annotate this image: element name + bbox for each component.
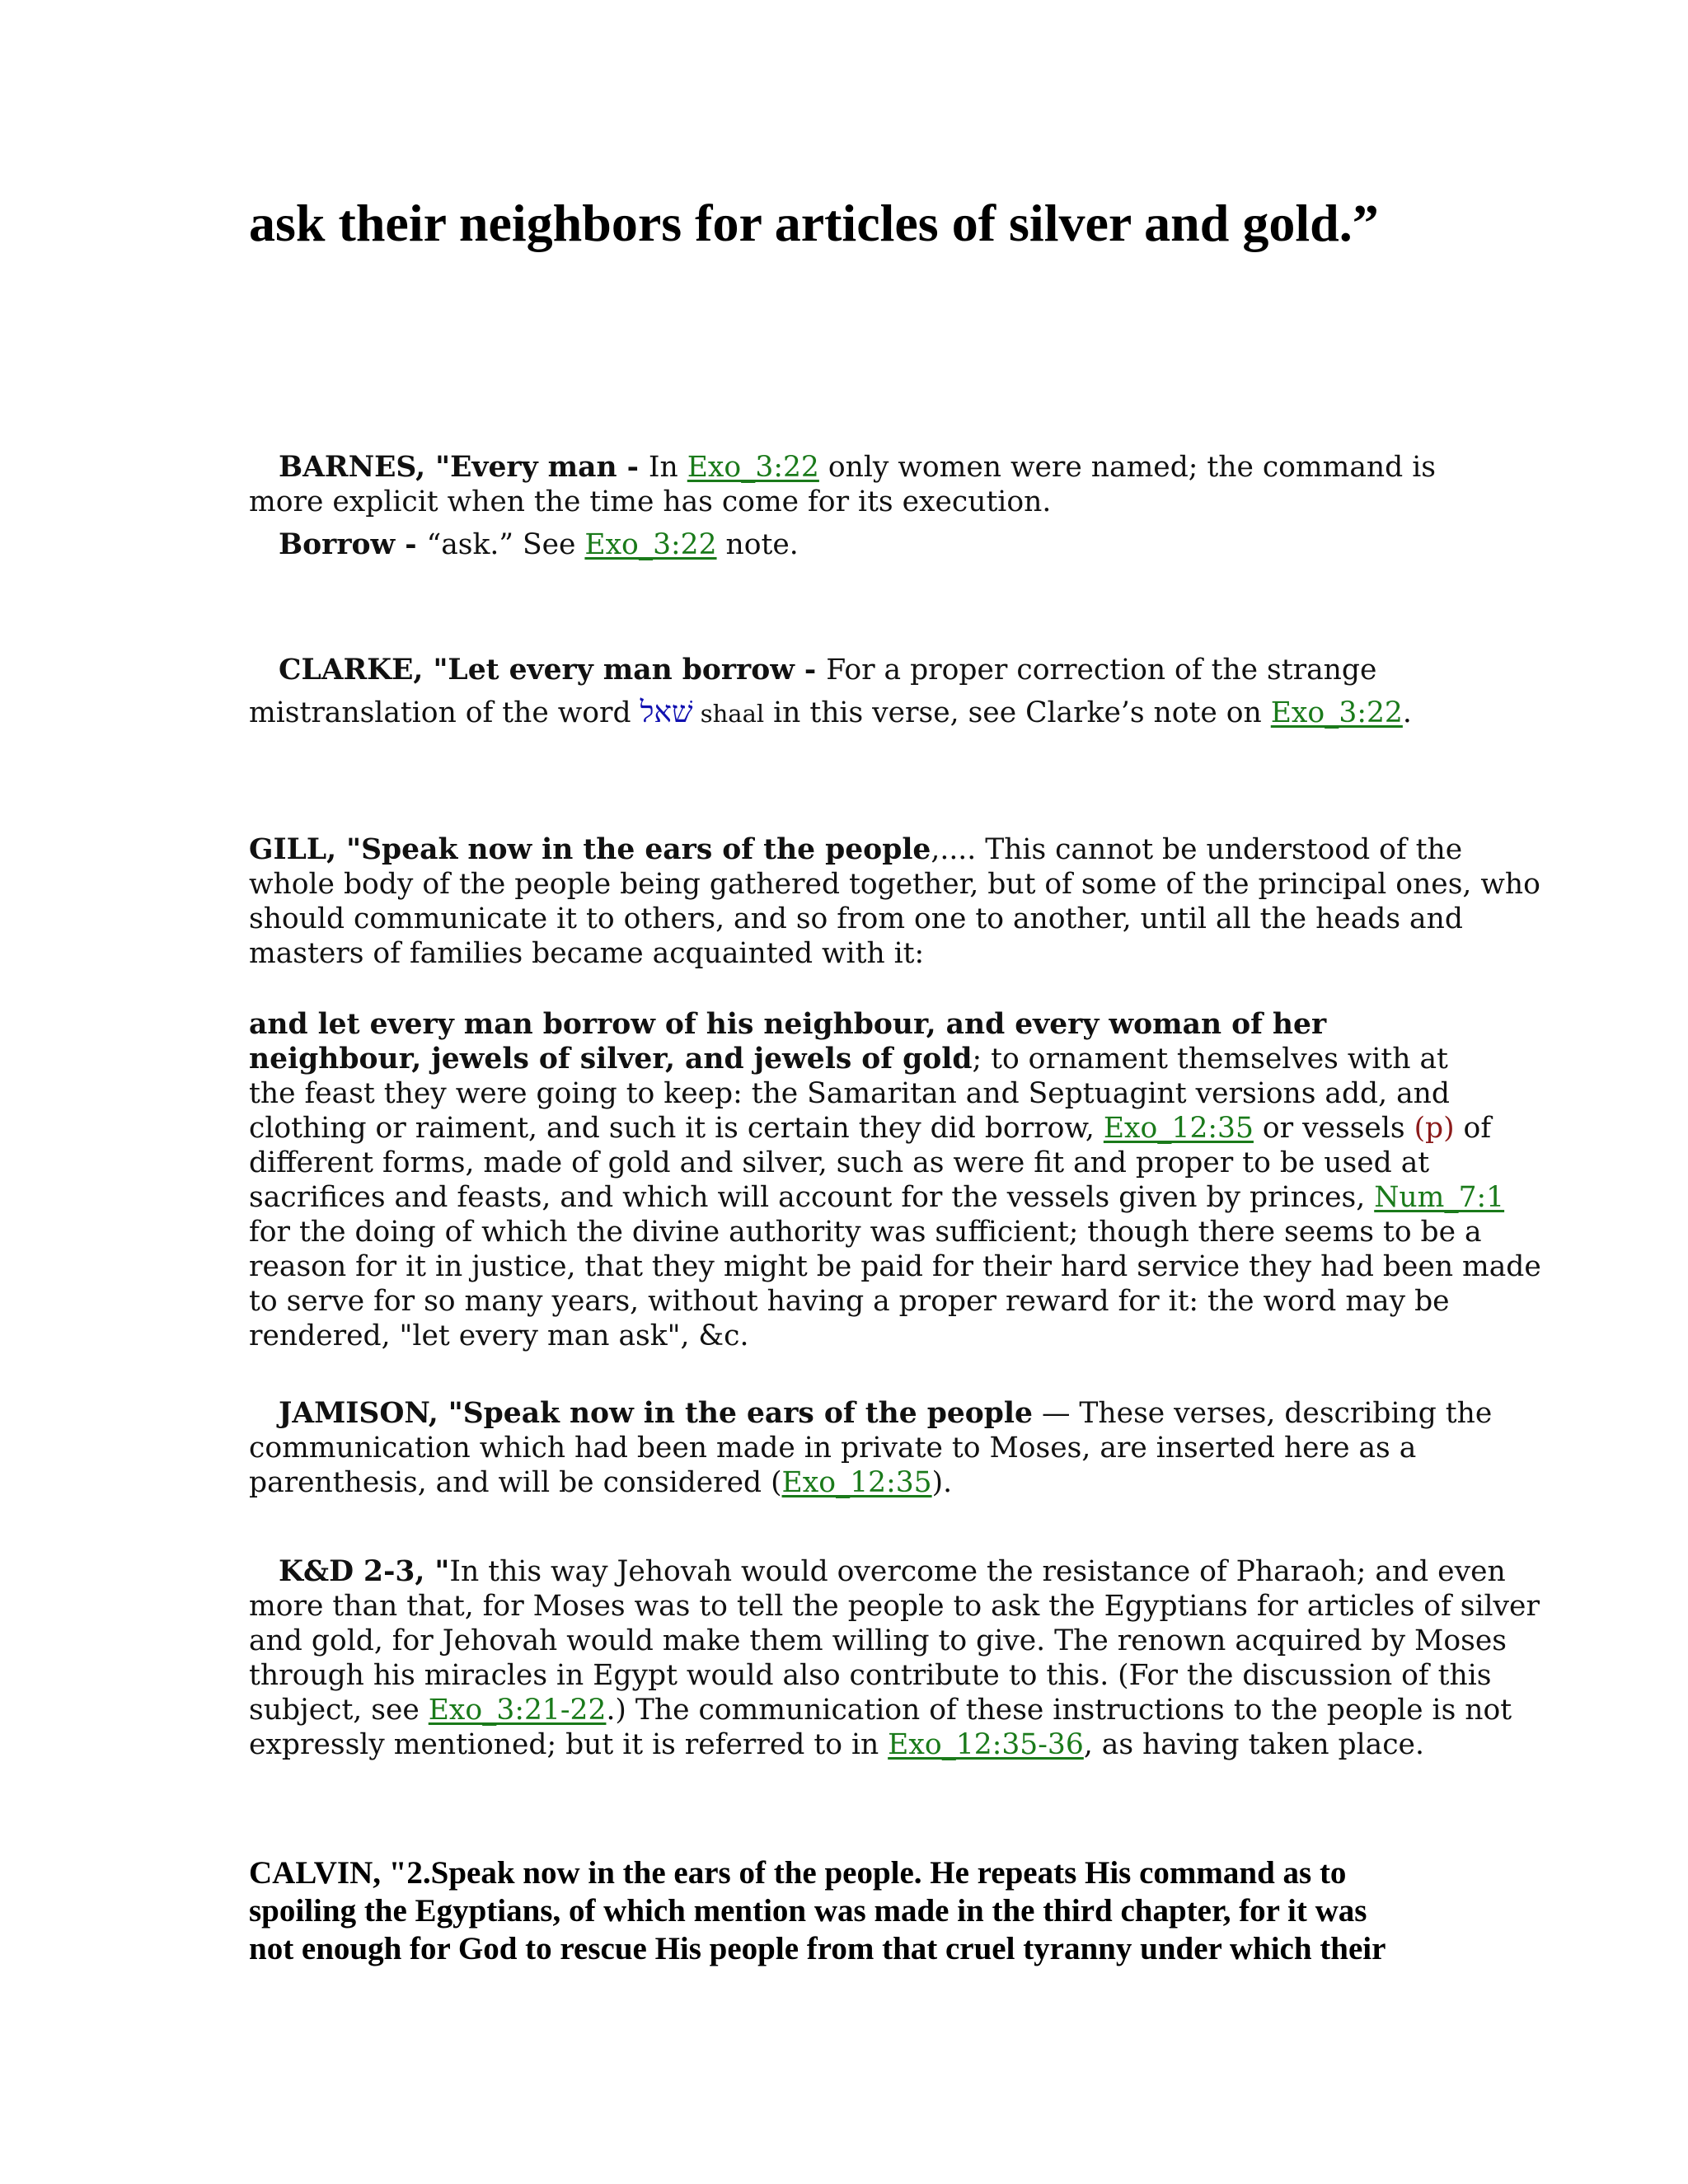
kd-line-2: more than that, for Moses was to tell the people to ask the Egyptians for articles of silver <box>249 1590 1540 1623</box>
gill-line-13: to serve for so many years, without having a proper reward for it: the word may be <box>249 1285 1450 1318</box>
calvin-line-1: CALVIN, "2.Speak now in the ears of the people. He repeats His command as to <box>249 1855 1347 1891</box>
gill-line-7: the feast they were going to keep: the Samaritan and Septuagint versions add, and <box>249 1077 1450 1110</box>
gill-line-8: clothing or raiment, and such it is certain they did borrow, Exo_12:35 or vessels (p) of <box>249 1112 1492 1145</box>
kd-line-1: K&D 2-3, "In this way Jehovah would overcome the resistance of Pharaoh; and even <box>279 1555 1506 1588</box>
gill-commentary-cont <box>249 1007 1541 1353</box>
gill-line-11: for the doing of which the divine authority was sufficient; though there seems to be a <box>249 1216 1482 1249</box>
clarke-label: CLARKE, "Let every man borrow - <box>279 654 827 687</box>
gill-line-1: GILL, "Speak now in the ears of the people,.... This cannot be understood of the <box>249 833 1463 866</box>
jamison-label: JAMISON, "Speak now in the ears of the people <box>279 1397 1033 1430</box>
barnes-line-1: BARNES, "Every man - In Exo_3:22 only women were named; the command is <box>279 451 1436 484</box>
barnes-borrow-line: Borrow - “ask.” See Exo_3:22 note. <box>279 528 799 561</box>
clarke-line-1: CLARKE, "Let every man borrow - For a proper correction of the strange <box>279 654 1377 687</box>
jamison-line-2: communication which had been made in private to Moses, are inserted here as a <box>249 1432 1417 1465</box>
gill-bold-line-2: neighbour, jewels of silver, and jewels of gold; to ornament themselves with at <box>249 1043 1448 1076</box>
kd-line-3: and gold, for Jehovah would make them willing to give. The renown acquired by Moses <box>249 1624 1507 1657</box>
clarke-ref-exo-3-22[interactable]: Exo_3:22 <box>1270 696 1403 729</box>
page-heading: ask their neighbors for articles of silver and gold.” <box>249 194 1379 252</box>
barnes-ref-exo-3-22[interactable]: Exo_3:22 <box>687 451 819 484</box>
jamison-line-3: parenthesis, and will be considered (Exo_12:35). <box>249 1466 953 1499</box>
kd-commentary <box>249 1554 1540 1762</box>
calvin-commentary <box>249 1854 1469 1968</box>
calvin-line-2: spoiling the Egyptians, of which mention was made in the third chapter, for it was <box>249 1893 1367 1929</box>
gill-line-4: masters of families became acquainted with it: <box>249 937 925 970</box>
clarke-line-2: mistranslation of the word שׁאל shaal in this verse, see Clarke’s note on Exo_3:22. <box>249 696 1412 729</box>
kd-ref-exo-12-35-36[interactable]: Exo_12:35-36 <box>888 1728 1084 1761</box>
barnes-commentary <box>249 450 1452 562</box>
gill-ref-num-7-1[interactable]: Num_7:1 <box>1374 1181 1505 1214</box>
kd-line-6: expressly mentioned; but it is referred to in Exo_12:35-36, as having taken place. <box>249 1728 1424 1761</box>
gill-line-9: different forms, made of gold and silver, such as were fit and proper to be used at <box>249 1146 1430 1179</box>
kd-line-5: subject, see Exo_3:21-22.) The communication of these instructions to the people is not <box>249 1694 1512 1727</box>
gill-line-12: reason for it in justice, that they might be paid for their hard service they had been made <box>249 1250 1541 1283</box>
barnes-line-2: more explicit when the time has come for its execution. <box>249 485 1052 518</box>
jamison-ref-exo-12-35[interactable]: Exo_12:35 <box>781 1466 932 1499</box>
jamison-commentary <box>249 1396 1493 1500</box>
clarke-commentary <box>249 653 1452 731</box>
kd-ref-exo-3-21-22[interactable]: Exo_3:21-22 <box>428 1694 607 1727</box>
gill-bold-line-1: and let every man borrow of his neighbour, and every woman of her <box>249 1008 1327 1041</box>
barnes-ref-exo-3-22-note[interactable]: Exo_3:22 <box>584 528 717 561</box>
gill-line-10: sacrifices and feasts, and which will account for the vessels given by princes, Num_7:1 <box>249 1181 1505 1214</box>
barnes-label: BARNES, "Every man - <box>279 451 649 484</box>
barnes-borrow-label: Borrow - <box>279 528 427 561</box>
kd-line-4: through his miracles in Egypt would also contribute to this. (For the discussion of this <box>249 1659 1492 1692</box>
hebrew-word: שׁאל <box>640 696 693 729</box>
transliteration: shaal <box>692 700 765 728</box>
gill-line-2: whole body of the people being gathered together, but of some of the principal ones, who <box>249 868 1540 901</box>
jamison-line-1: JAMISON, "Speak now in the ears of the people — These verses, describing the <box>279 1397 1493 1430</box>
gill-ref-exo-12-35[interactable]: Exo_12:35 <box>1103 1112 1254 1145</box>
footnote-marker[interactable]: (p) <box>1414 1112 1455 1145</box>
gill-line-14: rendered, "let every man ask", &c. <box>249 1319 749 1352</box>
kd-label: K&D 2-3, " <box>279 1555 450 1588</box>
gill-commentary <box>249 832 1540 971</box>
gill-label: GILL, "Speak now in the ears of the people <box>249 833 931 866</box>
gill-line-3: should communicate it to others, and so from one to another, until all the heads and <box>249 902 1463 935</box>
calvin-line-3: not enough for God to rescue His people from that cruel tyranny under which their <box>249 1931 1386 1966</box>
